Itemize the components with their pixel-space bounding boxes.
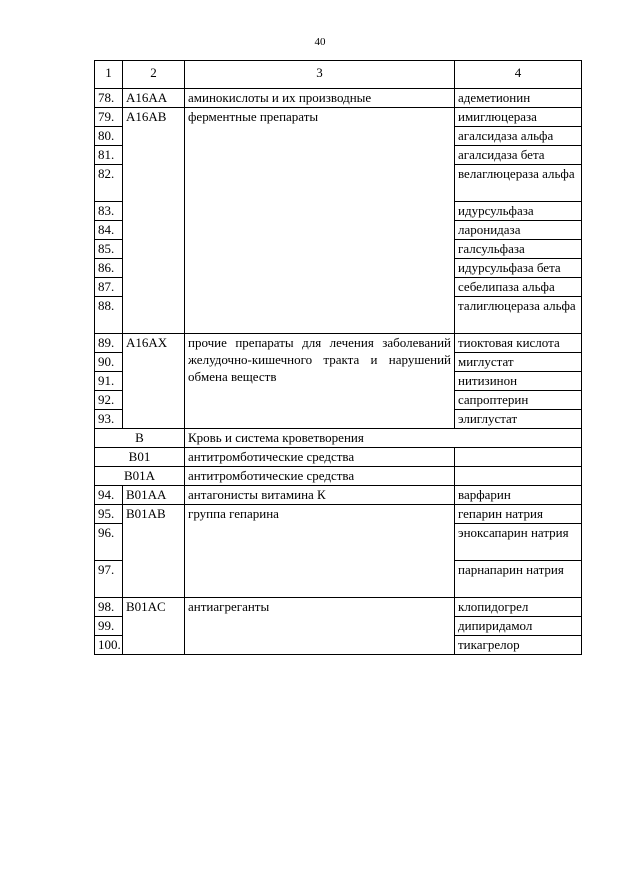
table-row	[95, 598, 582, 617]
row-number: 99.	[95, 617, 123, 636]
row-number: 87.	[95, 278, 123, 297]
drug-name: талиглюцераза альфа	[455, 297, 582, 334]
row-number: 93.	[95, 410, 123, 429]
header-cell: 1	[95, 61, 123, 89]
row-number: 95.	[95, 505, 123, 524]
group-description: прочие препараты для лечения заболеваний желудочно-кишечного тракта и нарушений обмена веществ	[185, 334, 455, 429]
header-cell: 3	[185, 61, 455, 89]
drug-name: тиоктовая кислота	[455, 334, 582, 353]
atc-code: A16AA	[123, 89, 185, 108]
table-row	[95, 89, 582, 108]
header-cell: 4	[455, 61, 582, 89]
row-number: 88.	[95, 297, 123, 334]
row-number: 94.	[95, 486, 123, 505]
table-header-row	[95, 61, 582, 89]
drug-classification-table	[94, 60, 582, 655]
drug-name: гепарин натрия	[455, 505, 582, 524]
table-row	[95, 334, 582, 353]
page-number: 40	[314, 36, 326, 48]
drug-name: нитизинон	[455, 372, 582, 391]
group-description: антитромботические средства	[185, 467, 455, 486]
table-row	[95, 108, 582, 127]
row-number: 97.	[95, 561, 123, 598]
group-description: аминокислоты и их производные	[185, 89, 455, 108]
drug-name: сапроптерин	[455, 391, 582, 410]
drug-name: галсульфаза	[455, 240, 582, 259]
drug-name: миглустат	[455, 353, 582, 372]
group-description: ферментные препараты	[185, 108, 455, 334]
group-description: антитромботические средства	[185, 448, 455, 467]
row-number: 82.	[95, 165, 123, 202]
header-cell: 2	[123, 61, 185, 89]
drug-name: себелипаза альфа	[455, 278, 582, 297]
drug-name: идурсульфаза бета	[455, 259, 582, 278]
drug-name: ларонидаза	[455, 221, 582, 240]
drug-name: варфарин	[455, 486, 582, 505]
drug-name: клопидогрел	[455, 598, 582, 617]
row-number: 98.	[95, 598, 123, 617]
drug-name: дипиридамол	[455, 617, 582, 636]
atc-code: B01	[95, 448, 185, 467]
drug-name: парнапарин натрия	[455, 561, 582, 598]
group-description: группа гепарина	[185, 505, 455, 598]
row-number: 78.	[95, 89, 123, 108]
row-number: 89.	[95, 334, 123, 353]
drug-name	[455, 448, 582, 467]
drug-name: агалсидаза бета	[455, 146, 582, 165]
section-row	[95, 429, 582, 448]
row-number: 91.	[95, 372, 123, 391]
row-number: 90.	[95, 353, 123, 372]
row-number: 84.	[95, 221, 123, 240]
drug-name: агалсидаза альфа	[455, 127, 582, 146]
drug-name: эноксапарин натрия	[455, 524, 582, 561]
table-row	[95, 505, 582, 524]
row-number: 86.	[95, 259, 123, 278]
drug-name	[455, 467, 582, 486]
row-number: 79.	[95, 108, 123, 127]
row-number: 92.	[95, 391, 123, 410]
row-number: 85.	[95, 240, 123, 259]
atc-code: B01AB	[123, 505, 185, 598]
row-number: 80.	[95, 127, 123, 146]
atc-code: B	[95, 429, 185, 448]
atc-code: A16AX	[123, 334, 185, 429]
atc-code: B01AA	[123, 486, 185, 505]
row-number: 81.	[95, 146, 123, 165]
atc-code: B01AC	[123, 598, 185, 655]
group-description: антиагреганты	[185, 598, 455, 655]
drug-name: адеметионин	[455, 89, 582, 108]
section-title: Кровь и система кроветворения	[185, 429, 582, 448]
drug-name: элиглустат	[455, 410, 582, 429]
drug-name: тикагрелор	[455, 636, 582, 655]
subsection-row	[95, 467, 582, 486]
row-number: 83.	[95, 202, 123, 221]
drug-name: велаглюцераза альфа	[455, 165, 582, 202]
row-number: 96.	[95, 524, 123, 561]
drug-name: идурсульфаза	[455, 202, 582, 221]
atc-code: B01A	[95, 467, 185, 486]
group-description: антагонисты витамина К	[185, 486, 455, 505]
atc-code: A16AB	[123, 108, 185, 334]
drug-name: имиглюцераза	[455, 108, 582, 127]
subsection-row	[95, 448, 582, 467]
row-number: 100.	[95, 636, 123, 655]
table-row	[95, 486, 582, 505]
